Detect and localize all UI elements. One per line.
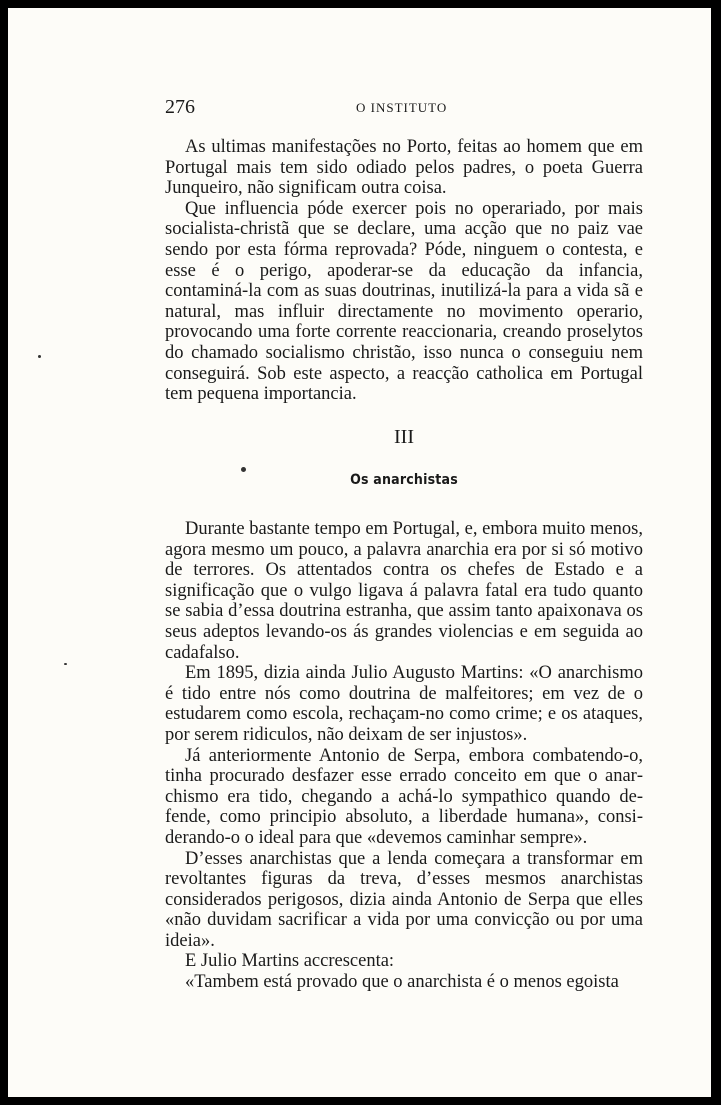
paragraph: Que influencia póde exercer pois no operariado, por mais socialista-christã que se declare, uma acção que no paiz vae sendo por esta fórma reprovada? Póde, ninguem o contesta, e esse é o perigo, apoderar-se da educação da infancia, contaminá-la com as suas doutrinas, inutilizá-la para a vida sã e natural, mas influir directamente no movimento operario, provocando uma forte corrente reaccionaria, creando proselytos do chamado socialismo christão, isso nunca o conseguiu nem conseguirá. Sob este aspecto, a reacção catholica em Portugal tem pequena importancia. bbox=[165, 198, 643, 405]
section-title: Os anarchistas bbox=[350, 472, 458, 488]
page-number: 276 bbox=[165, 96, 195, 118]
section-text bbox=[165, 519, 643, 993]
section-number: III bbox=[394, 426, 414, 448]
ink-speck bbox=[241, 467, 246, 472]
ink-speck bbox=[64, 663, 67, 665]
intro-text bbox=[165, 137, 643, 405]
paragraph: Durante bastante tempo em Portugal, e, embora muito menos, agora mesmo um pouco, a palavra anarchia era por si só motivo de terrores. Os attentados contra os chefes de Estado e a significação que o vulgo ligava á palavra fatal era tudo quanto se sabia d’essa doutrina estranha, que assim tanto apaixonava os seus adeptos levando-os ás grandes violencias e em seguida ao cadafalso. bbox=[165, 519, 643, 663]
ink-speck bbox=[38, 355, 41, 358]
running-title: O INSTITUTO bbox=[356, 100, 448, 115]
book-page bbox=[8, 8, 711, 1097]
paragraph: D’esses anarchistas que a lenda começara a transformar em revoltantes figuras da treva, d’esses mesmos anarchistas considerados perigosos, dizia ainda Antonio de Serpa que elles «não duvidam sacrificar a vida por uma convicção ou por uma ideia». bbox=[165, 848, 643, 951]
paragraph: Já anteriormente Antonio de Serpa, embora combatendo-o, tinha procurado desfazer esse errado conceito em que o anarchismo era tido, chegando a achá-lo sympathico quando defende, como principio absoluto, a liberdade humana», considerando-o o ideal para que «devemos caminhar sempre». bbox=[165, 745, 643, 848]
paragraph: As ultimas manifestações no Porto, feitas ao homem que em Portugal mais tem sido odiado pelos padres, o poeta Guerra Junqueiro, não significam outra coisa. bbox=[165, 137, 643, 199]
paragraph: «Tambem está provado que o anarchista é o menos egoista bbox=[185, 972, 619, 993]
paragraph: E Julio Martins accrescenta: bbox=[185, 951, 395, 972]
paragraph: Em 1895, dizia ainda Julio Augusto Martins: «O anarchismo é tido entre nós como doutrina de malfeitores; em vez de o estudarem como escola, rechaçam-no como crime; e os ataques, por serem ridiculos, não deixam de ser injustos». bbox=[165, 663, 643, 745]
